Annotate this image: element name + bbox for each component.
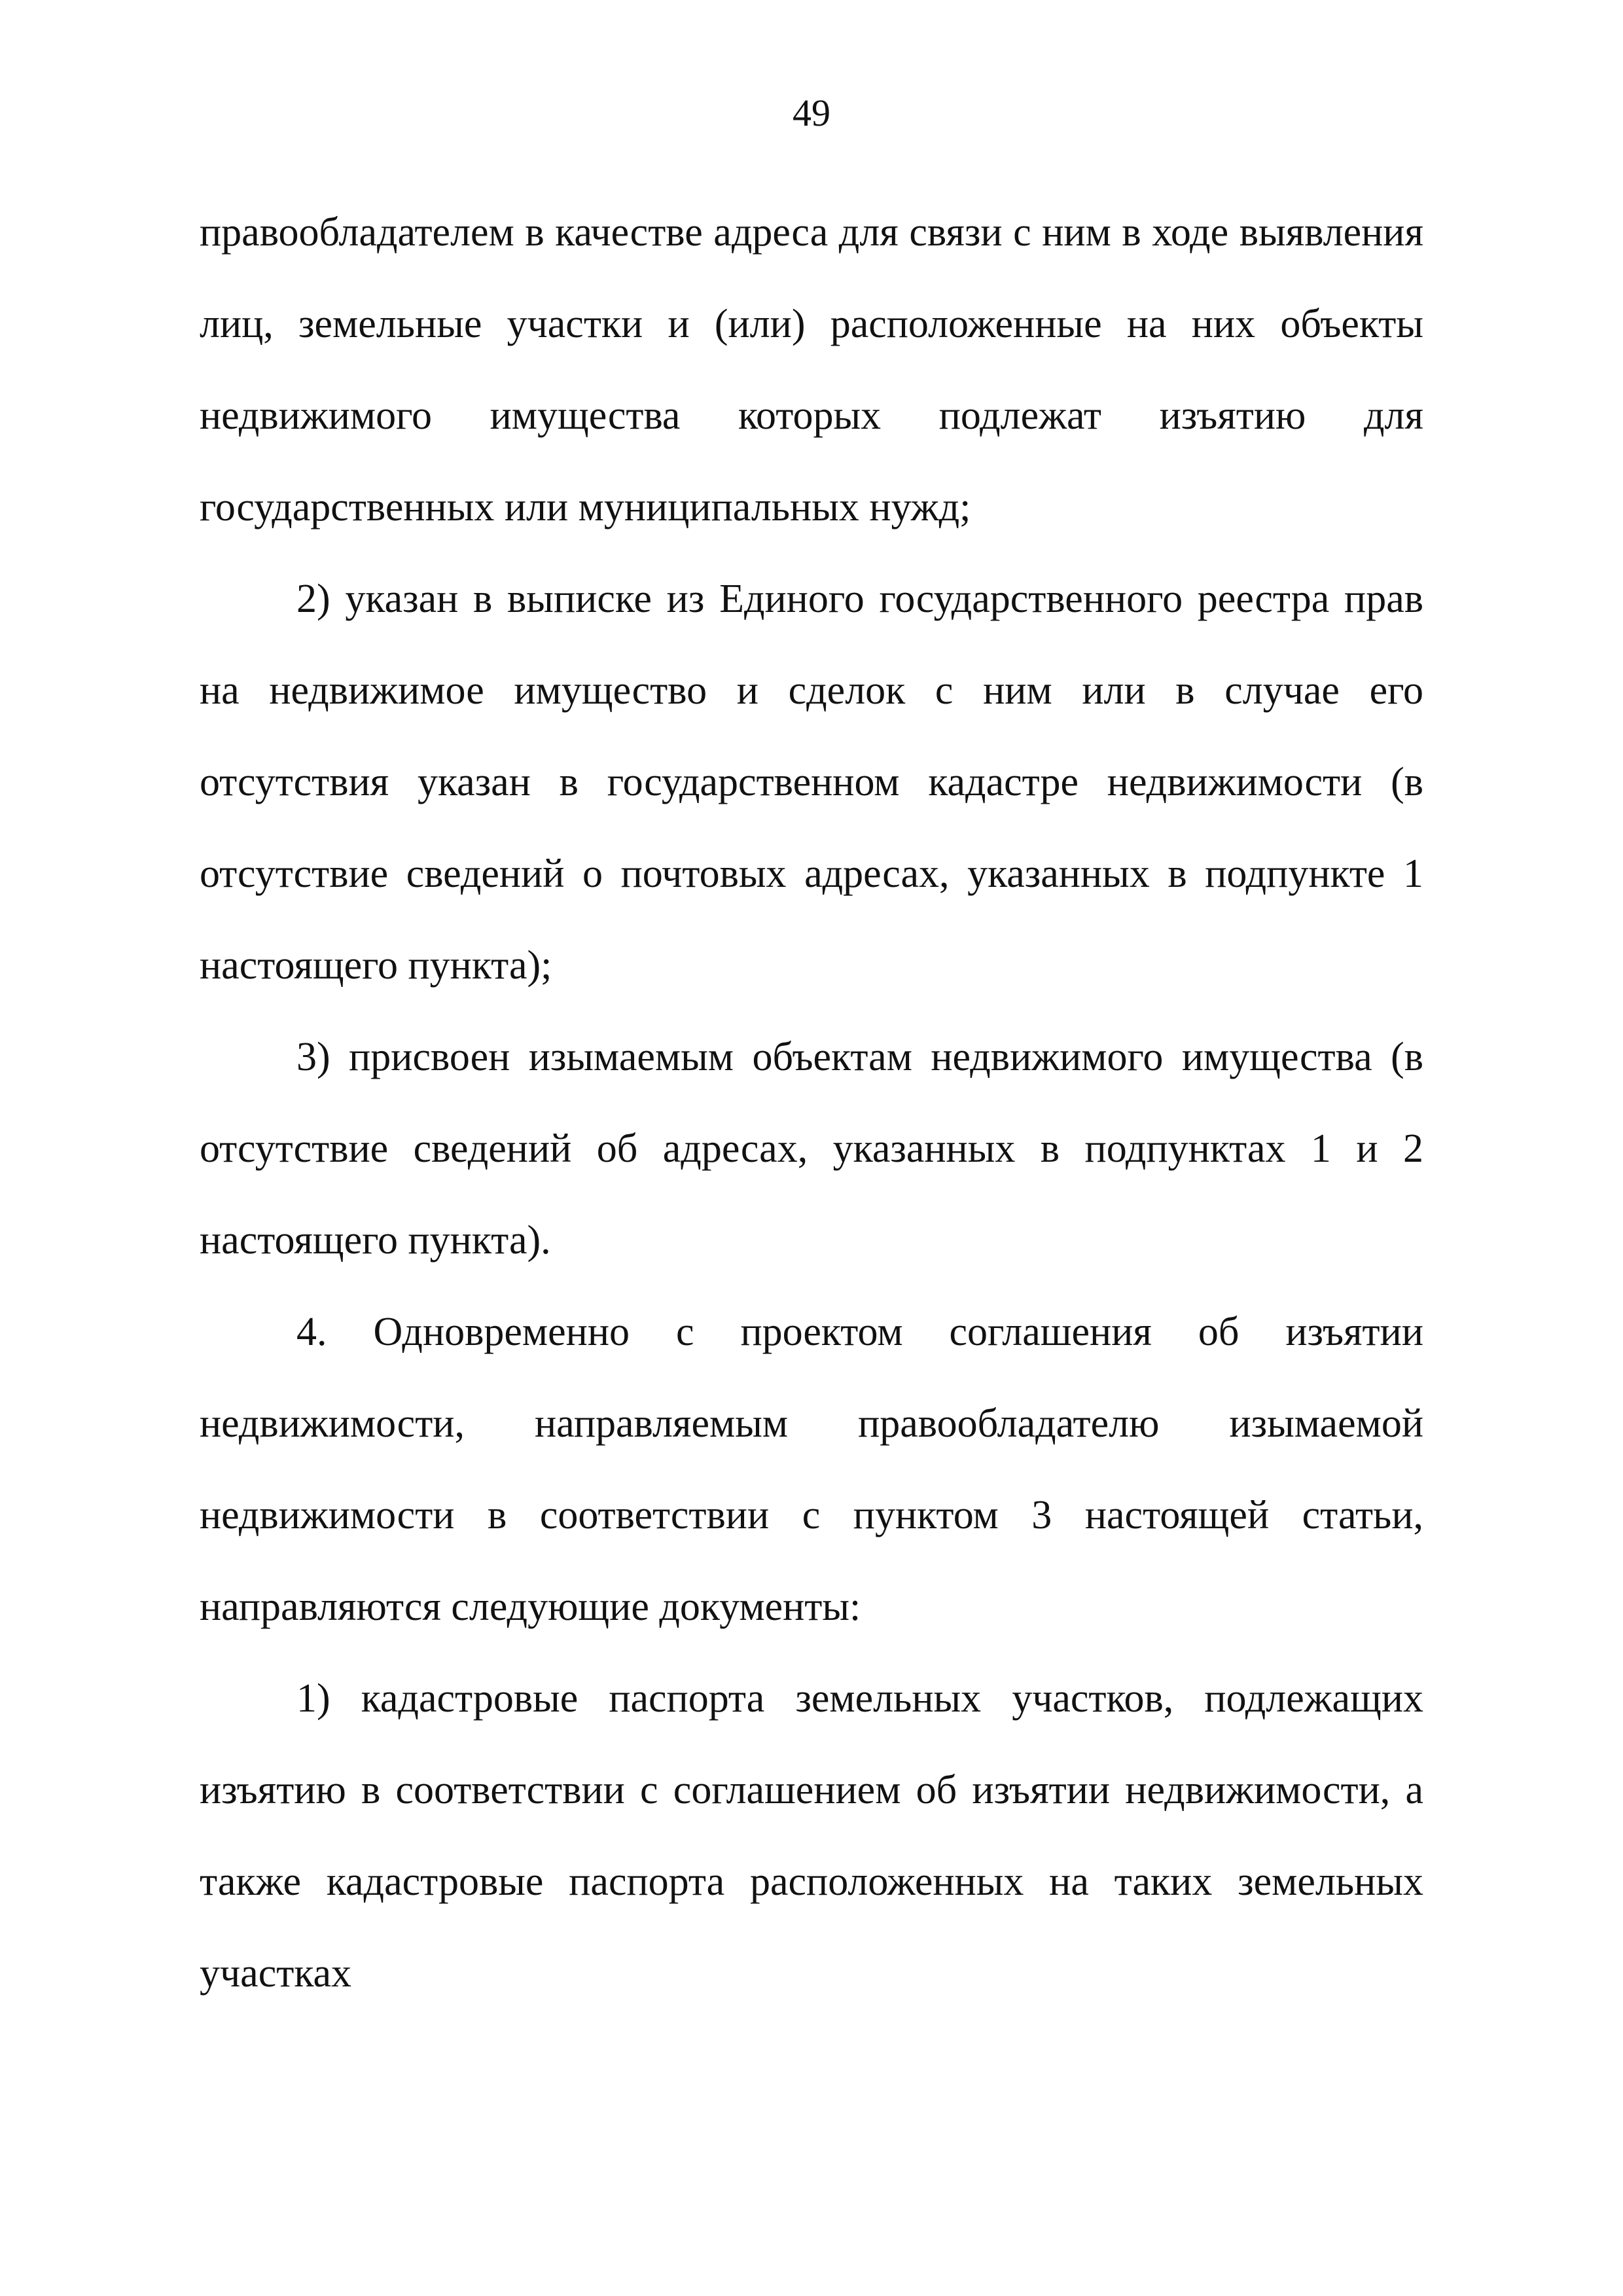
document-body [200, 187, 1423, 2019]
page-number: 49 [793, 92, 830, 134]
paragraph-item-1: 1) кадастровые паспорта земельных участков, подлежащих изъятию в соответствии с соглашением об изъятии недвижимости, а также кадастровые паспорта расположенных на таких земельных участках [200, 1676, 1423, 1996]
paragraph-item-2: 2) указан в выписке из Единого государственного реестра прав на недвижимое имущество и сделок с ним или в случае его отсутствия указан в государственном кадастре недвижимости (в отсутствие сведений о почтовых адресах, указанных в подпункте 1 настоящего пункта); [200, 577, 1423, 988]
paragraph-continuation: правообладателем в качестве адреса для связи с ним в ходе выявления лиц, земельные участки и (или) расположенные на них объекты недвижимого имущества которых подлежат изъятию для государственных или муниципальных нужд; [200, 210, 1423, 529]
paragraph-item-3: 3) присвоен изымаемым объектам недвижимого имущества (в отсутствие сведений об адресах, указанных в подпунктах 1 и 2 настоящего пункта). [200, 1035, 1423, 1263]
paragraph-section-4: 4. Одновременно с проектом соглашения об изъятии недвижимости, направляемым правообладателю изымаемой недвижимости в соответствии с пунктом 3 настоящей статьи, направляются следующие документы: [200, 1310, 1423, 1629]
